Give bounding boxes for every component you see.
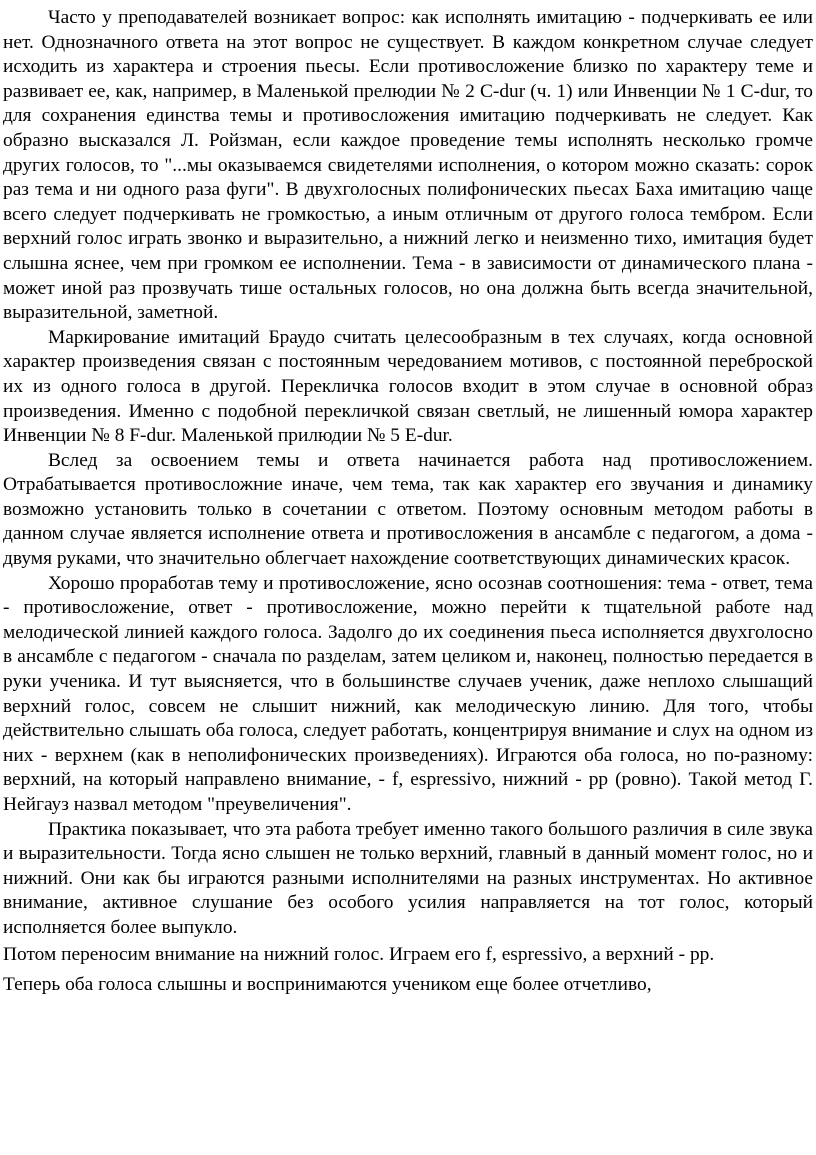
paragraph-lower-voice: Потом переносим внимание на нижний голос. Играем его f, espressivo, а верхний - pp. [3, 943, 715, 965]
paragraph-countersubject-work: Вслед за освоением темы и ответа начинается работа над противосложением. Отрабатывается противосложние иначе, чем тема, так как характер его звучания и динамику возможно установить только в сочетании с ответом. Поэтому основным методом работы в данном случае является исполнение ответа и противосложения в ансамбле с педагогом, а дома - двумя руками, что значительно облегчает нахождение соответствующих динамических красок. [3, 449, 813, 570]
paragraph-melodic-line-work: Хорошо проработав тему и противосложение, ясно осознав соотношения: тема - ответ, тема - противосложение, ответ - противосложение, можно перейти к тщательной работе над мелодической линией каждого голоса. Задолго до их соединения пьеса исполняется двухголосно в ансамбле с педагогом - сначала по разделам, затем целиком и, наконец, полностью передается в руки ученика. И тут выясняется, что в большинстве случаев ученик, даже неплохо слышащий верхний голос, совсем не слышит нижний, как мелодическую линию. Для того, чтобы действительно слышать оба голоса, следует работать, концентрируя внимание и слух на одном из них - верхнем (как в неполифонических произведениях). Играются оба голоса, но по-разному: верхний, на который направлено внимание, - f, espressivo, нижний - pp (ровно). Такой метод Г. Нейгауз назвал методом "преувеличения". [3, 572, 813, 815]
paragraph-practice: Практика показывает, что эта работа требует именно такого большого различия в силе звука и выразительности. Тогда ясно слышен не только верхний, главный в данный момент голос, но и нижний. Они как бы играются разными исполнителями на разных инструментах. Но активное внимание, активное слушание без особого усилия направляется на тот голос, который исполняется более выпукло. [3, 818, 813, 938]
paragraph-imitation-question: Часто у преподавателей возникает вопрос: как исполнять имитацию - подчеркивать ее или нет. Однозначного ответа на этот вопрос не существует. В каждом конкретном случае следует исходить из характера и строения пьесы. Если противосложение близко по характеру теме и развивает ее, как, например, в Маленькой прелюдии № 2 C-dur (ч. 1) или Инвенции № 1 C-dur, то для сохранения единства темы и противосложения имитацию подчеркивать не следует. Как образно высказался Л. Ройзман, если каждое проведение темы исполнять несколько громче других голосов, то "...мы оказываемся свидетелями исполнения, о котором можно сказать: сорок раз тема и ни одного раза фуги". В двухголосных полифонических пьесах Баха имитацию чаще всего следует подчеркивать не громкостью, а иным отличным от другого голоса тембром. Если верхний голос играть звонко и выразительно, а нижний легко и неизменно тихо, имитация будет слышна яснее, чем при громком ее исполнении. Тема - в зависимости от динамического плана - может иной раз прозвучать тише остальных голосов, но она должна быть всегда значительной, выразительной, заметной. [3, 7, 813, 324]
paragraph-both-voices: Теперь оба голоса слышны и воспринимаются учеником еще более отчетливо, [3, 974, 652, 996]
paragraph-imitation-marking: Маркирование имитаций Браудо считать целесообразным в тех случаях, когда основной характер произведения связан с постоянным чередованием мотивов, с постоянной переброской их из одного голоса в другой. Перекличка голосов входит в этом случае в основной образ произведения. Именно с подобной перекличкой связан светлый, не лишенный юмора характер Инвенции № 8 F-dur. Маленькой прилюдии № 5 E-dur. [3, 326, 813, 447]
